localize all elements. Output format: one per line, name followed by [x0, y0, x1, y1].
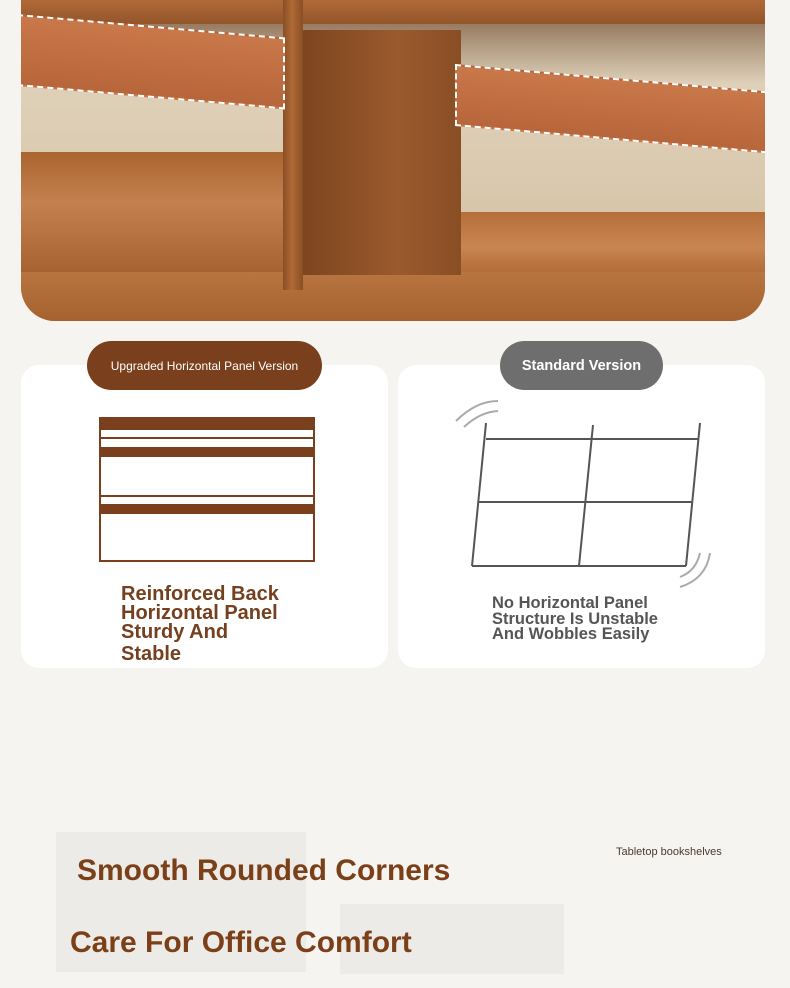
- upgraded-desc-line-2: Horizontal Panel: [121, 602, 278, 624]
- feature-headline-rounded-corners: Smooth Rounded Corners: [77, 854, 451, 887]
- shelf-board-top: [21, 0, 765, 24]
- upgraded-desc-line-3: Sturdy And: [121, 621, 229, 643]
- upgraded-version-label: [87, 341, 322, 390]
- standard-version-label: [500, 341, 663, 390]
- upgraded-version-label-text: Upgraded Horizontal Panel Version: [110, 358, 299, 373]
- standard-desc-line-1: No Horizontal Panel: [492, 594, 648, 612]
- shelf-base: [21, 272, 765, 321]
- shake-lines-icon: [456, 401, 710, 587]
- upgraded-version-description: [121, 585, 321, 664]
- feature-headline-office-comfort: Care For Office Comfort: [70, 926, 412, 959]
- standard-version-description: [492, 596, 692, 643]
- product-photo: [21, 0, 765, 321]
- shelf-divider-left: [283, 0, 303, 290]
- upgraded-desc-line-4: Stable: [121, 643, 182, 665]
- upgraded-desc-line-1: Reinforced Back: [121, 583, 279, 605]
- standard-desc-line-2: Structure Is Unstable: [492, 609, 658, 628]
- shelf-board-middle-left: [21, 152, 291, 278]
- shelf-divider-mid: [303, 30, 461, 275]
- standard-desc-line-3: And Wobbles Easily: [492, 625, 650, 643]
- standard-version-label-text: Standard Version: [521, 357, 642, 374]
- product-category-tag: Tabletop bookshelves: [616, 846, 722, 858]
